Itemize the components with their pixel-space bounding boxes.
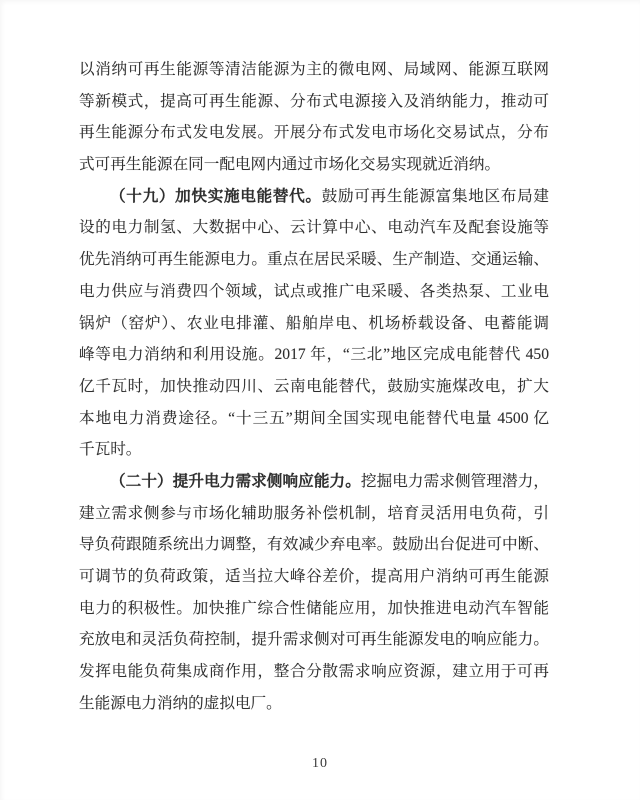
clause-heading: （二十）提升电力需求侧响应能力。: [110, 472, 361, 490]
text-line: （十九）加快实施电能替代。鼓励可再生能源富集地区布局建: [110, 187, 549, 205]
text-line: 电力的积极性。加快推广综合性储能应用，加快推进电动汽车智能: [79, 599, 549, 617]
text-line: 本地电力消费途径。“十三五”期间全国实现电能替代电量 4500 亿: [79, 409, 549, 427]
text-line: 再生能源分布式发电发展。开展分布式发电市场化交易试点，分布: [79, 124, 549, 142]
text-line: 式可再生能源在同一配电网内通过市场化交易实现就近消纳。: [79, 156, 501, 174]
text-line: 优先消纳可再生能源电力。重点在居民采暖、生产制造、交通运输、: [79, 251, 549, 269]
text-line: 可调节的负荷政策，适当拉大峰谷差价，提高用户消纳可再生能源: [79, 568, 549, 585]
text-line: 电力供应与消费四个领域，试点或推广电采暖、各类热泵、工业电: [79, 282, 549, 300]
page-number: 10: [312, 756, 328, 771]
text-line: 千瓦时。: [79, 441, 142, 459]
text-line: 发挥电能负荷集成商作用，整合分散需求响应资源，建立用于可再: [79, 663, 549, 681]
document-text: [79, 54, 549, 719]
text-line: 等新模式，提高可再生能源、分布式电源接入及消纳能力，推动可: [79, 92, 549, 110]
text-line: 充放电和灵活负荷控制，提升需求侧对可再生能源发电的响应能力。: [79, 631, 549, 649]
text-line: 建立需求侧参与市场化辅助服务补偿机制，培育灵活用电负荷，引: [79, 504, 549, 522]
text-line: 生能源电力消纳的虚拟电厂。: [79, 694, 282, 712]
text-line: 锅炉（窑炉）、农业电排灌、船舶岸电、机场桥载设备、电蓄能调: [79, 314, 549, 332]
text-line: 峰等电力消纳和利用设施。2017 年，“三北”地区完成电能替代 450: [79, 346, 549, 364]
text-line: （二十）提升电力需求侧响应能力。挖掘电力需求侧管理潜力，: [110, 472, 549, 490]
text-line: 导负荷跟随系统出力调整，有效减少弃电率。鼓励出台促进可中断、: [79, 536, 549, 554]
text-line: 以消纳可再生能源等清洁能源为主的微电网、局域网、能源互联网: [79, 61, 549, 78]
clause-heading: （十九）加快实施电能替代。: [110, 187, 322, 205]
text-line: 亿千瓦时，加快推动四川、云南电能替代，鼓励实施煤改电，扩大: [79, 377, 549, 395]
text-line: 设的电力制氢、大数据中心、云计算中心、电动汽车及配套设施等: [79, 219, 549, 237]
